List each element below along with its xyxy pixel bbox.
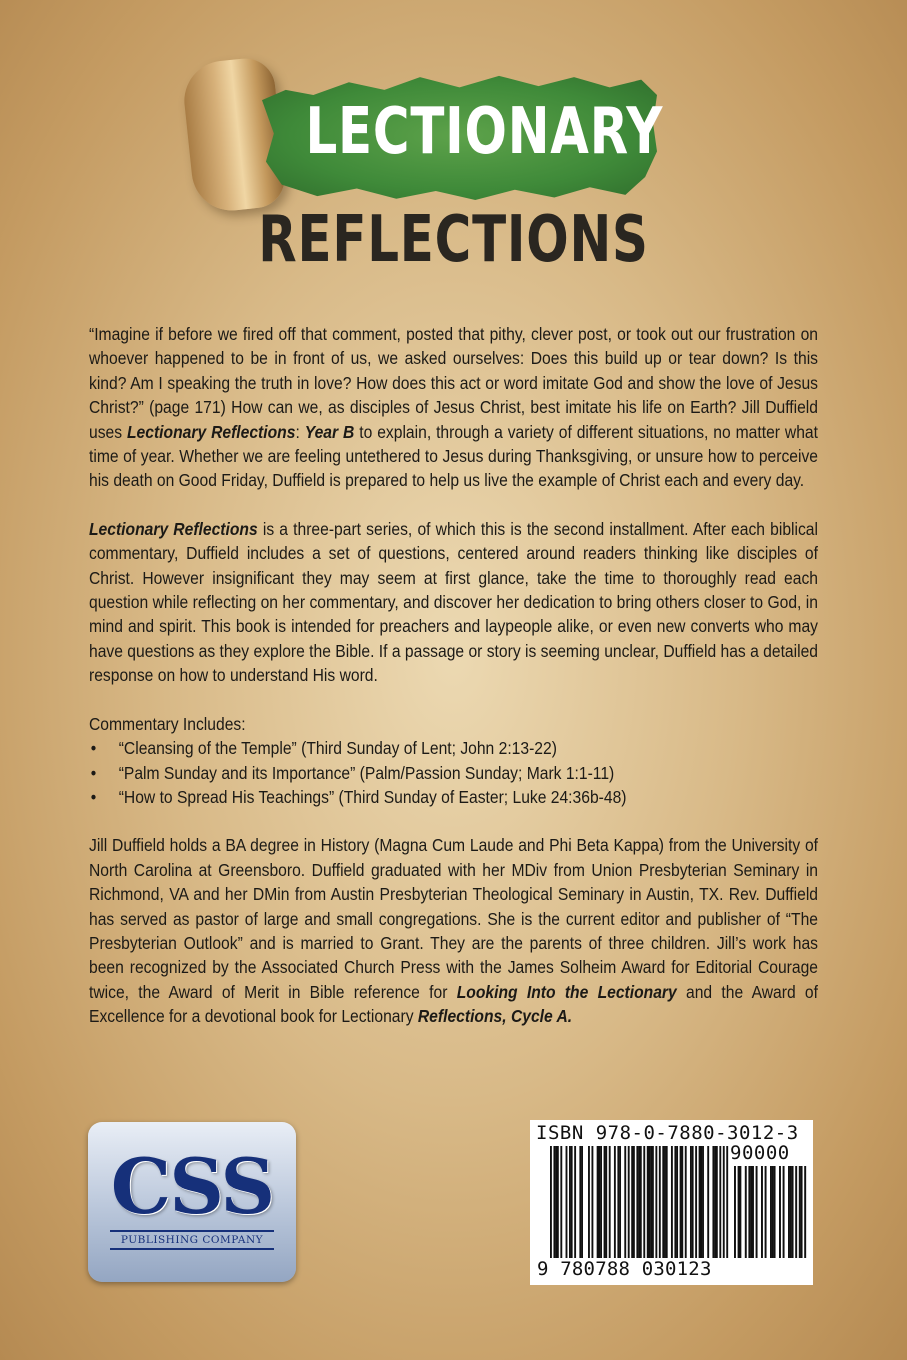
barcode-bar [636, 1146, 638, 1258]
addon-bar [788, 1166, 790, 1258]
commentary-heading: Commentary Includes: [89, 713, 246, 734]
barcode-bar [566, 1146, 568, 1258]
barcode-bar [655, 1146, 657, 1258]
addon-bar [750, 1166, 752, 1258]
barcode-bar [726, 1146, 728, 1258]
barcode-bar [671, 1146, 673, 1258]
barcode-bar [700, 1146, 702, 1258]
barcode-bar [598, 1146, 600, 1258]
barcode-bar [666, 1146, 668, 1258]
barcode-bar [690, 1146, 692, 1258]
paragraph-1-text: “Imagine if before we fired off that comment, posted that pithy, clever post, or took out our frustration on whoever happened to be in front of us, we asked ourselves: Does this build up or tear down? Is this kind? Am I speaking the truth in love? How does this act or word imitate God and show the love of Jesus Christ?” (page 171) How can we, as disciples of Jesus Christ, best imitate his life on Earth? Jill Duffield uses [89, 324, 818, 442]
barcode-bar [588, 1146, 590, 1258]
logo-subtitle: PUBLISHING COMPANY [110, 1230, 274, 1250]
title-line-1: LECTIONARY [305, 95, 664, 169]
list-item: • “Cleansing of the Temple” (Third Sunday of Lent; John 2:13-22) [89, 736, 818, 760]
barcode-bar [628, 1146, 630, 1258]
barcode-bar [692, 1146, 694, 1258]
barcode-bar [640, 1146, 642, 1258]
barcode-bar [723, 1146, 725, 1258]
barcode-bar [624, 1146, 626, 1258]
barcode-bar [574, 1146, 576, 1258]
barcode-bar [652, 1146, 654, 1258]
barcode-bar [614, 1146, 616, 1258]
barcode-bar [681, 1146, 683, 1258]
book-title-emphasis: Lectionary Reflections [126, 421, 296, 442]
barcode-bar [631, 1146, 633, 1258]
barcode-bar [649, 1146, 651, 1258]
barcode-bar [557, 1146, 559, 1258]
barcode-bar [600, 1146, 602, 1258]
barcode-bar [647, 1146, 649, 1258]
description-paragraph-1 [89, 322, 818, 493]
addon-bar [765, 1166, 767, 1258]
bio-book-emphasis-2: Reflections, Cycle A. [417, 1006, 573, 1027]
barcode-bar [680, 1146, 682, 1258]
barcode-bar [555, 1146, 557, 1258]
bio-book-emphasis-1: Looking Into the Lectionary [456, 981, 677, 1002]
addon-bar [756, 1166, 758, 1258]
barcode-bar [569, 1146, 571, 1258]
barcode-bar [550, 1146, 552, 1258]
year-emphasis: Year B [304, 421, 355, 442]
barcode-bar [619, 1146, 621, 1258]
isbn-label: ISBN 978-0-7880-3012-3 [536, 1122, 799, 1144]
addon-bar [739, 1166, 741, 1258]
list-item: • “How to Spread His Teachings” (Third Sunday of Easter; Luke 24:36b-48) [89, 785, 818, 809]
barcode-bar [674, 1146, 676, 1258]
barcode-bar [591, 1146, 593, 1258]
series-title-emphasis: Lectionary Reflections [89, 518, 258, 539]
barcode-bar [664, 1146, 666, 1258]
logo-letters: CSS [110, 1142, 274, 1231]
addon-bar [734, 1166, 736, 1258]
addon-bar [772, 1166, 774, 1258]
addon-bar [801, 1166, 803, 1258]
barcode-bar [714, 1146, 716, 1258]
author-bio [89, 833, 818, 1028]
barcode-bar [719, 1146, 721, 1258]
list-item: • “Palm Sunday and its Importance” (Palm/Passion Sunday; Mark 1:1-11) [89, 761, 818, 785]
price-code: 90000 [730, 1142, 790, 1164]
addon-bar [770, 1166, 772, 1258]
ean-digits: 9 780788 030123 [537, 1258, 712, 1280]
title-line-2: REFLECTIONS [258, 203, 649, 277]
barcode-bar [597, 1146, 599, 1258]
barcode-bar [604, 1146, 606, 1258]
addon-bar [792, 1166, 794, 1258]
paragraph-1-rest: to explain, through a variety of different situations, no matter what time of year. Whether we are feeling untethered to Jesus during Thanksgiving, or unsure how to perceive his death on Good Friday, Duffield is prepared to help us live the example of Christ each and every day. [89, 421, 818, 491]
barcode-bar [716, 1146, 718, 1258]
addon-bar [738, 1166, 740, 1258]
addon-bar [748, 1166, 750, 1258]
addon-bar [774, 1166, 776, 1258]
barcode-bar [695, 1146, 697, 1258]
commentary-list [89, 736, 818, 809]
barcode-bar [617, 1146, 619, 1258]
addon-bar [745, 1166, 747, 1258]
barcode-bar [609, 1146, 611, 1258]
barcode-graphic [530, 1140, 813, 1260]
barcode-bar [571, 1146, 573, 1258]
publisher-logo [88, 1122, 296, 1282]
barcode-bar [676, 1146, 678, 1258]
addon-bar [752, 1166, 754, 1258]
addon-bar [795, 1166, 797, 1258]
barcode-bar [581, 1146, 583, 1258]
paragraph-1-colon: : [295, 421, 305, 442]
description-paragraph-2 [89, 517, 818, 688]
barcode-bar [702, 1146, 704, 1258]
torn-paper-curl [180, 56, 287, 215]
barcode-bar [712, 1146, 714, 1258]
addon-bar [804, 1166, 806, 1258]
barcode-bar [659, 1146, 661, 1258]
paragraph-2-text: is a three-part series, of which this is the second installment. After each biblical commentary, Duffield includes a set of questions, centered around readers thinking like disciples of Christ. However insignificant they may seem at first glance, take the time to thoroughly read each question while reflecting on her commentary, and discover her dedication to bring others closer to God, in mind and spirit. This book is intended for preachers and laypeople alike, or even new converts who may have questions as they explore the Bible. If a passage or story is seeming unclear, Duffield has a detailed response on how to understand His word. [89, 518, 818, 686]
barcode-bar [650, 1146, 652, 1258]
barcode-bar [579, 1146, 581, 1258]
description-text [89, 322, 818, 1053]
addon-bar [799, 1166, 801, 1258]
barcode-bar [685, 1146, 687, 1258]
barcode-bar [662, 1146, 664, 1258]
barcode-bar [605, 1146, 607, 1258]
barcode-bar [560, 1146, 562, 1258]
barcode-bar [699, 1146, 701, 1258]
barcode-bar [643, 1146, 645, 1258]
barcode-bar [633, 1146, 635, 1258]
barcode-bar [638, 1146, 640, 1258]
addon-bar [779, 1166, 781, 1258]
addon-bar [790, 1166, 792, 1258]
barcode-bar [553, 1146, 555, 1258]
bio-text-mid: and the Award of Excellence for a devotional book for Lectionary [89, 981, 818, 1027]
bio-text: Jill Duffield holds a BA degree in History (Magna Cum Laude and Phi Beta Kappa) from the University of North Carolina at Greensboro. Duffield graduated with her MDiv from Union Presbyterian Seminary in Richmond, VA and her DMin from Austin Presbyterian Theological Seminary in Austin, TX. Rev. Duffield has served as pastor of large and small congregations. She is the current editor and publisher of “The Presbyterian Outlook” and is married to Grant. They are the parents of three children. Jill’s work has been recognized by the Associated Church Press with the James Solheim Award for Editorial Courage twice, the Award of Merit in Bible reference for [89, 835, 818, 1002]
barcode-bar [707, 1146, 709, 1258]
addon-bar [783, 1166, 785, 1258]
addon-bar [761, 1166, 763, 1258]
